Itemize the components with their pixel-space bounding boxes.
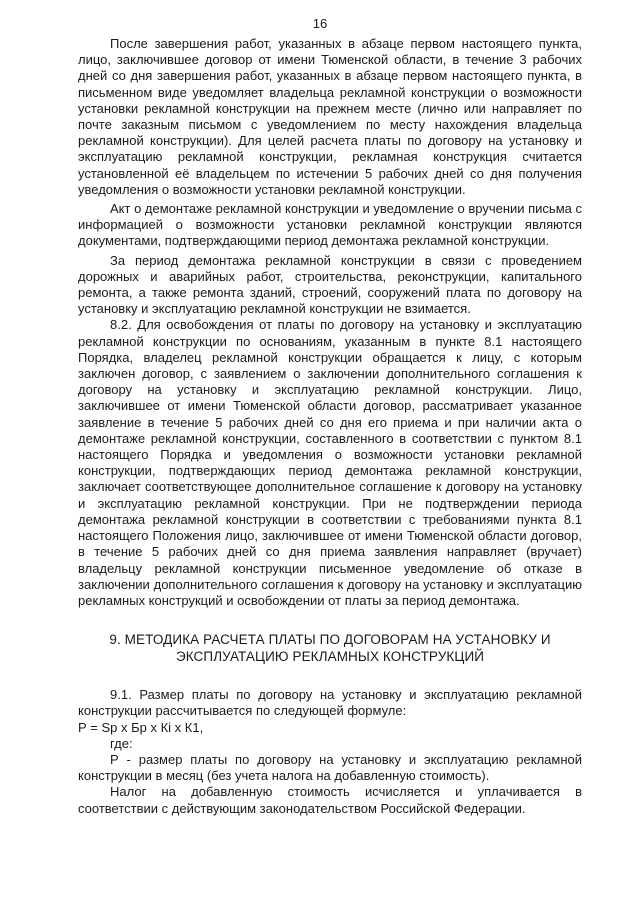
formula: Р = Sр х Бр х Кi х К1, (78, 719, 204, 735)
paragraph: 8.2. Для освобождения от платы по договору на установку и эксплуатацию рекламной конструкции по основаниям, указанным в пункте 8.1 настоящего Порядка, владелец рекламной конструкции обращается к лицу, с которым заключен договор, с заявлением о заключении дополнительного соглашения к договору на установку и эксплуатацию рекламной конструкции. Лицо, заключившее от имени Тюменской области договор, рассматривает указанное заявление в течение 5 рабочих дней со дня его приема и при наличии акта о демонтаже рекламной конструкции, составленного в соответствии с пунктом 8.1 настоящего Порядка и уведомления о возможности установки рекламной конструкции, подтверждающих период демонтажа рекламной конструкции, заключает соответствующее дополнительное соглашение к договору на установку и эксплуатацию рекламной конструкции. При не подтверждении периода демонтажа рекламной конструкции в соответствии с требованиями пункта 8.1 настоящего Положения лицо, заключившее от имени Тюменской области договор, в течение 5 рабочих дней со дня приема заявления направляет (вручает) владельцу рекламной конструкции письменное уведомление об отказе в заключении дополнительного соглашения к договору на установку и эксплуатацию рекламных конструкций и освобождении от платы за период демонтажа. (78, 317, 582, 608)
formula-where-label: где: (110, 735, 133, 751)
paragraph: Акт о демонтаже рекламной конструкции и уведомление о вручении письма с информацией о возможности установки рекламной конструкции являются документами, подтверждающими период демонтажа рекламной конструкции. (78, 201, 582, 249)
paragraph: За период демонтажа рекламной конструкции в связи с проведением дорожных и аварийных работ, строительства, реконструкции, капитального ремонта, а также ремонта зданий, строений, сооружений плата по договору на установку и эксплуатацию рекламной конструкции не взимается. (78, 252, 582, 317)
page-number: 16 (312, 16, 328, 31)
document-body (78, 36, 582, 817)
paragraph: Налог на добавленную стоимость исчисляется и уплачивается в соответствии с действующим законодательством Российской Федерации. (78, 784, 582, 816)
paragraph: 9.1. Размер платы по договору на установку и эксплуатацию рекламной конструкции рассчитывается по следующей формуле: (78, 687, 582, 719)
section-heading: 9. МЕТОДИКА РАСЧЕТА ПЛАТЫ ПО ДОГОВОРАМ НА УСТАНОВКУ И ЭКСПЛУАТАЦИЮ РЕКЛАМНЫХ КОНСТРУКЦИЙ (109, 632, 551, 665)
paragraph: После завершения работ, указанных в абзаце первом настоящего пункта, лицо, заключившее договор от имени Тюменской области, в течение 3 рабочих дней со дня завершения работ, указанных в абзаце первом настоящего пункта, в письменном виде уведомляет владельца рекламной конструкции о возможности установки рекламной конструкции на прежнем месте (лично или направляет по почте заказным письмом с уведомлением по месту нахождения владельца рекламной конструкции). Для целей расчета платы по договору на установку и эксплуатацию рекламной конструкции, рекламная конструкция считается установленной её владельцем по истечении 5 рабочих дней со дня получения уведомления о возможности установки рекламной конструкции. (78, 36, 582, 197)
paragraph: Р - размер платы по договору на установку и эксплуатацию рекламной конструкции в месяц (без учета налога на добавленную стоимость). (78, 751, 582, 784)
